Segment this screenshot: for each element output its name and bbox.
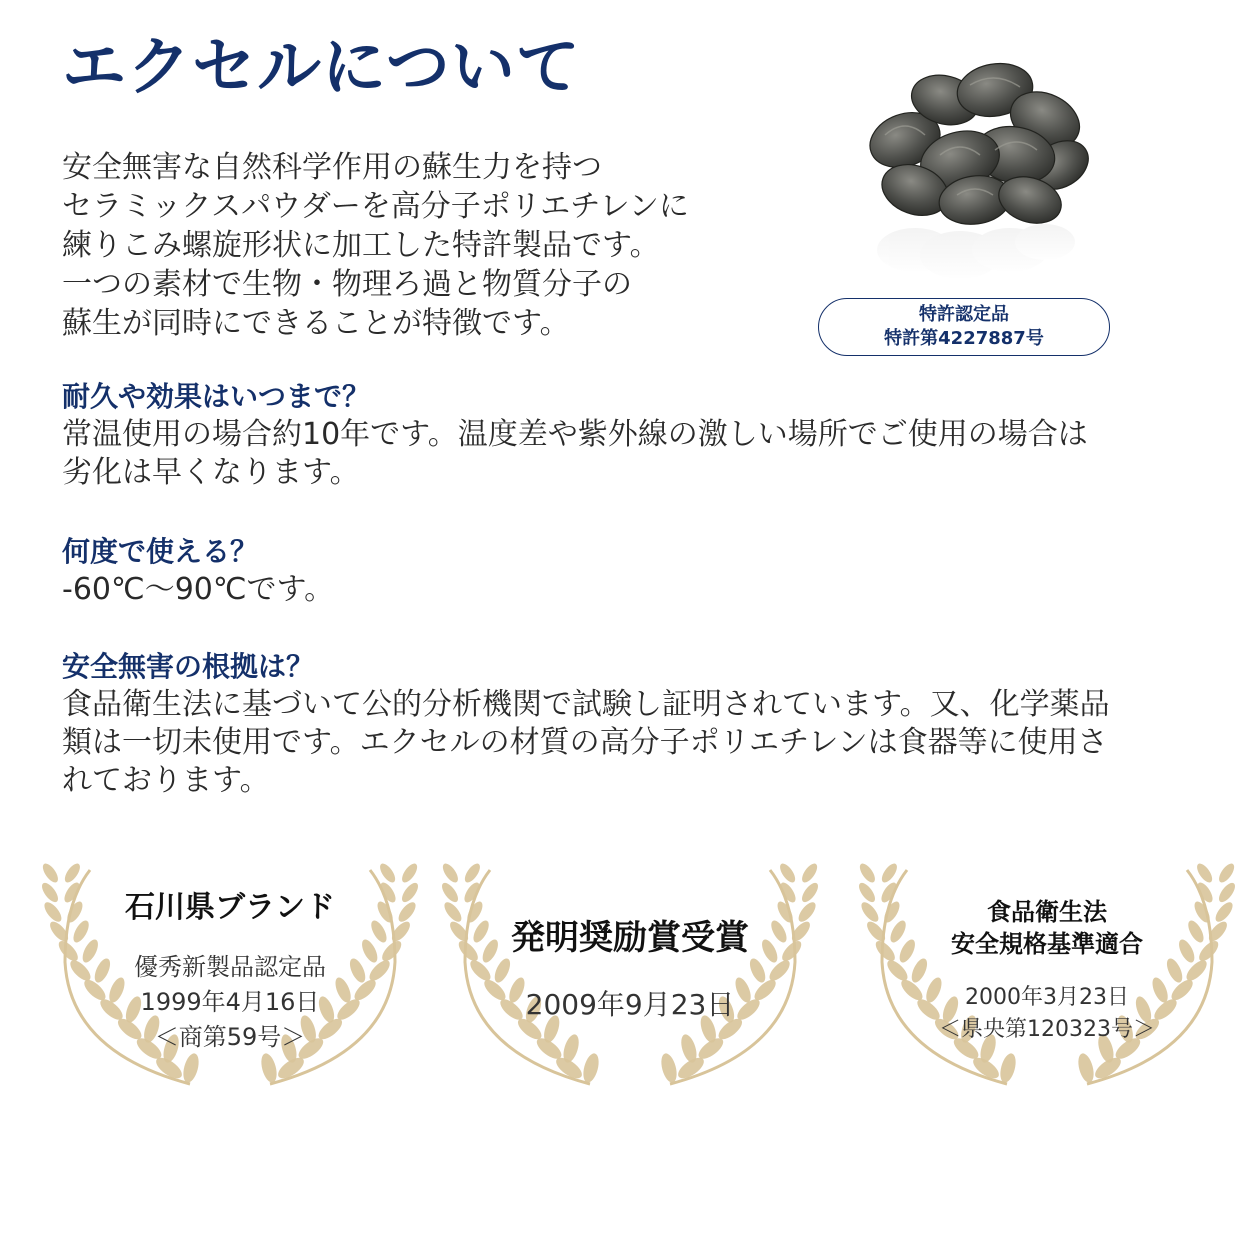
laurel-leaf — [1076, 1052, 1097, 1084]
laurel-leaf — [1183, 957, 1210, 984]
laurel-leaf — [62, 862, 83, 885]
award-invention-encouragement — [440, 862, 820, 1092]
laurel-leaf — [40, 862, 61, 885]
patent-badge — [818, 298, 1110, 356]
laurel-leaf — [777, 862, 798, 885]
laurel-leaf — [259, 1052, 280, 1084]
award-title: 食品衛生法 — [987, 898, 1107, 926]
laurel-leaf — [799, 862, 820, 885]
faq-question: 耐久や効果はいつまで？ — [62, 380, 371, 413]
intro-line: セラミックスパウダーを高分子ポリエチレンに — [62, 189, 689, 224]
faq-answer-line: 食品衛生法に基づいて公的分析機関で試験し証明されています。又、化学薬品 — [62, 687, 1110, 722]
laurel-leaf — [857, 862, 878, 885]
faq-answer-line: 類は一切未使用です。エクセルの材質の高分子ポリエチレンは食器等に使用さ — [62, 725, 1108, 760]
faq-answer-line: 劣化は早くなります。 — [62, 455, 360, 490]
laurel-leaf — [998, 1052, 1019, 1084]
award-title: 石川県ブランド — [125, 890, 335, 925]
page-title: エクセルについて — [62, 31, 581, 105]
award-ishikawa-brand — [40, 862, 420, 1092]
faq-answer — [62, 416, 1202, 492]
intro-line: 蘇生が同時にできることが特徴です。 — [62, 306, 570, 341]
patent-label: 特許認定品 — [919, 304, 1009, 325]
faq-answer-line: -60℃～90℃です。 — [62, 572, 335, 607]
faq-safety — [62, 648, 1202, 800]
intro-line: 安全無害な自然科学作用の蘇生力を持つ — [62, 150, 602, 185]
award-detail: 優秀新製品認定品 — [134, 953, 326, 981]
patent-number: 特許第4227887号 — [884, 328, 1044, 349]
faq-answer-line: れております。 — [62, 763, 270, 798]
faq-question: 安全無害の根拠は？ — [62, 650, 315, 683]
faq-answer — [62, 571, 1202, 609]
award-number: ＜商第59号＞ — [154, 1023, 306, 1051]
intro-line: 練りこみ螺旋形状に加工した特許製品です。 — [62, 228, 660, 263]
laurel-leaf — [879, 862, 900, 885]
laurel-leaf — [440, 862, 461, 885]
laurel-branch-right — [659, 862, 820, 1084]
faq-durability — [62, 378, 1202, 492]
award-title: 発明奨励賞受賞 — [511, 918, 749, 958]
intro-paragraph — [62, 148, 782, 343]
laurel-leaf — [659, 1052, 680, 1084]
laurel-leaf — [766, 957, 793, 984]
laurel-leaf — [181, 1052, 202, 1084]
laurel-leaf — [492, 956, 514, 985]
laurel-leaf — [1216, 862, 1237, 885]
faq-question: 何度で使える？ — [62, 535, 259, 568]
laurel-leaf — [462, 862, 483, 885]
laurel-leaf — [1194, 862, 1215, 885]
award-date: 1999年4月16日 — [140, 988, 320, 1016]
laurel-leaf — [440, 880, 461, 904]
laurel-leaf — [747, 956, 769, 985]
laurel-wreath-icon — [440, 862, 820, 1092]
intro-line: 一つの素材で生物・物理ろ過と物質分子の — [62, 267, 632, 302]
laurel-branch-left — [440, 862, 601, 1084]
award-food-sanitation — [857, 862, 1237, 1092]
laurel-leaf — [377, 862, 398, 885]
faq-answer-line: 常温使用の場合約10年です。温度差や紫外線の激しい場所でご使用の場合は — [62, 417, 1088, 452]
laurel-leaf — [799, 880, 820, 904]
laurel-leaf — [884, 957, 911, 984]
spiral-ceramic-media-icon — [845, 50, 1095, 295]
laurel-leaf — [467, 957, 494, 984]
award-number: ＜県央第120323号＞ — [939, 1017, 1155, 1042]
faq-answer — [62, 686, 1202, 800]
faq-temperature — [62, 533, 1202, 609]
award-date: 2009年9月23日 — [525, 988, 735, 1021]
laurel-leaf — [399, 862, 420, 885]
laurel-leaf — [1164, 956, 1186, 985]
award-title: 安全規格基準適合 — [951, 930, 1143, 958]
laurel-leaf — [581, 1052, 602, 1084]
laurel-leaf — [909, 956, 931, 985]
award-date: 2000年3月23日 — [965, 985, 1129, 1010]
